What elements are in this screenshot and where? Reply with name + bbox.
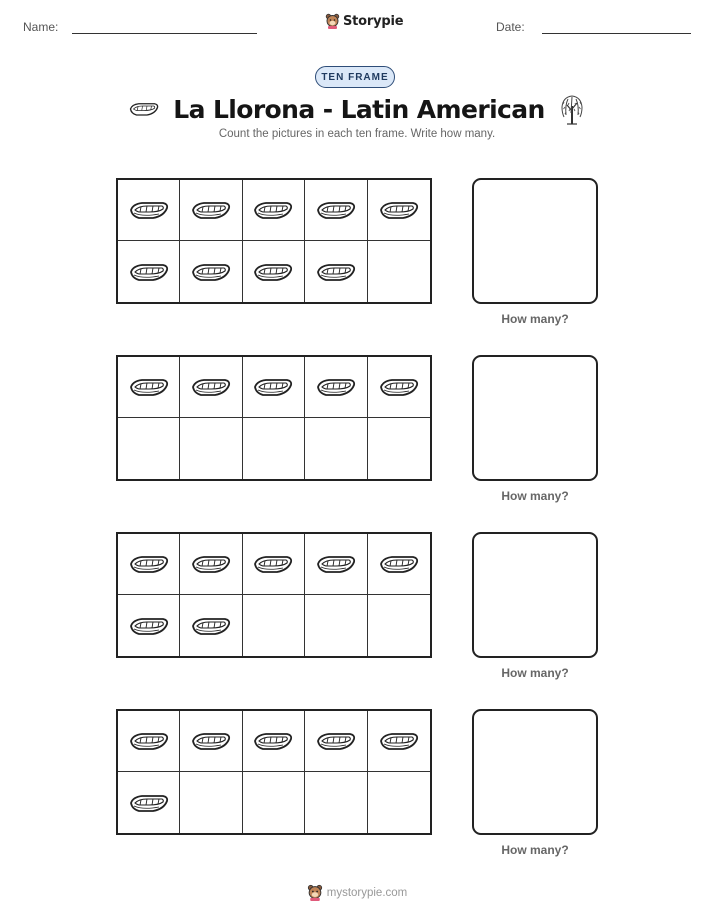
frame-cell-empty	[243, 595, 305, 656]
boat-icon	[129, 376, 169, 398]
answer-box-1[interactable]	[472, 178, 598, 304]
boat-icon	[316, 261, 356, 283]
name-label: Name:	[23, 20, 59, 34]
boat-icon	[379, 199, 419, 221]
instructions: Count the pictures in each ten frame. Write how many.	[218, 128, 496, 140]
boat-icon	[253, 199, 293, 221]
frame-cell-empty	[243, 418, 305, 479]
frame-cell-filled	[118, 357, 180, 418]
frame-cell-filled	[305, 241, 367, 302]
frame-cell-filled	[180, 357, 242, 418]
frame-cell-filled	[180, 180, 242, 241]
answer-box-4[interactable]	[472, 709, 598, 835]
boat-icon	[129, 615, 169, 637]
ten-frame-4	[116, 709, 432, 835]
date-line[interactable]	[542, 33, 691, 34]
frame-cell-filled	[243, 241, 305, 302]
boat-icon	[253, 261, 293, 283]
frame-cell-filled	[368, 357, 430, 418]
frame-cell-filled	[305, 534, 367, 595]
ten-frame-3	[116, 532, 432, 658]
ten-frame-2	[116, 355, 432, 481]
boat-icon	[316, 730, 356, 752]
boat-icon	[129, 100, 159, 118]
boat-icon	[129, 730, 169, 752]
frame-cell-filled	[180, 595, 242, 656]
frame-cell-filled	[118, 711, 180, 772]
frame-cell-filled	[243, 357, 305, 418]
how-many-label-4: How many?	[501, 843, 569, 857]
frame-cell-empty	[118, 418, 180, 479]
boat-icon	[191, 553, 231, 575]
boat-icon	[191, 615, 231, 637]
boat-icon	[191, 730, 231, 752]
frame-cell-filled	[180, 534, 242, 595]
boat-icon	[191, 376, 231, 398]
frame-cell-empty	[180, 418, 242, 479]
boat-icon	[253, 553, 293, 575]
boat-icon	[129, 199, 169, 221]
frame-cell-filled	[368, 711, 430, 772]
frame-cell-filled	[243, 180, 305, 241]
brand-logo	[325, 13, 403, 29]
frame-cell-filled	[243, 534, 305, 595]
page-title: La Llorona - Latin American	[173, 94, 545, 124]
frame-cell-filled	[118, 772, 180, 833]
frame-cell-empty	[243, 772, 305, 833]
willow-tree-icon	[559, 93, 585, 125]
frame-cell-filled	[118, 180, 180, 241]
boat-icon	[129, 792, 169, 814]
answer-box-2[interactable]	[472, 355, 598, 481]
boat-icon	[191, 199, 231, 221]
frame-cell-filled	[180, 711, 242, 772]
boat-icon	[379, 730, 419, 752]
boat-icon	[316, 376, 356, 398]
footer	[0, 884, 714, 901]
frame-cell-empty	[305, 595, 367, 656]
frame-cell-empty	[368, 772, 430, 833]
boat-icon	[316, 199, 356, 221]
boat-icon	[191, 261, 231, 283]
frame-cell-filled	[305, 180, 367, 241]
brand-name: Storypie	[343, 13, 404, 29]
boat-icon	[316, 553, 356, 575]
boat-icon	[129, 261, 169, 283]
frame-cell-filled	[368, 534, 430, 595]
name-line[interactable]	[72, 33, 257, 34]
how-many-label-2: How many?	[501, 489, 569, 503]
frame-cell-filled	[243, 711, 305, 772]
frame-cell-filled	[305, 357, 367, 418]
frame-cell-filled	[118, 241, 180, 302]
frame-cell-filled	[118, 534, 180, 595]
ten-frame-1	[116, 178, 432, 304]
frame-cell-empty	[305, 418, 367, 479]
how-many-label-1: How many?	[501, 312, 569, 326]
bear-mascot-icon	[307, 884, 323, 901]
boat-icon	[379, 553, 419, 575]
frame-cell-empty	[368, 241, 430, 302]
boat-icon	[129, 553, 169, 575]
bear-mascot-icon	[325, 13, 340, 29]
frame-cell-empty	[368, 595, 430, 656]
answer-box-3[interactable]	[472, 532, 598, 658]
boat-icon	[253, 376, 293, 398]
frame-cell-filled	[368, 180, 430, 241]
title-row	[0, 92, 714, 126]
frame-cell-empty	[305, 772, 367, 833]
frame-cell-empty	[180, 772, 242, 833]
frame-cell-filled	[118, 595, 180, 656]
frame-cell-filled	[180, 241, 242, 302]
frame-cell-empty	[368, 418, 430, 479]
boat-icon	[379, 376, 419, 398]
how-many-label-3: How many?	[501, 666, 569, 680]
footer-url: mystorypie.com	[326, 886, 408, 899]
boat-icon	[253, 730, 293, 752]
date-label: Date:	[496, 20, 525, 34]
frame-cell-filled	[305, 711, 367, 772]
ten-frame-badge: TEN FRAME	[315, 66, 395, 88]
